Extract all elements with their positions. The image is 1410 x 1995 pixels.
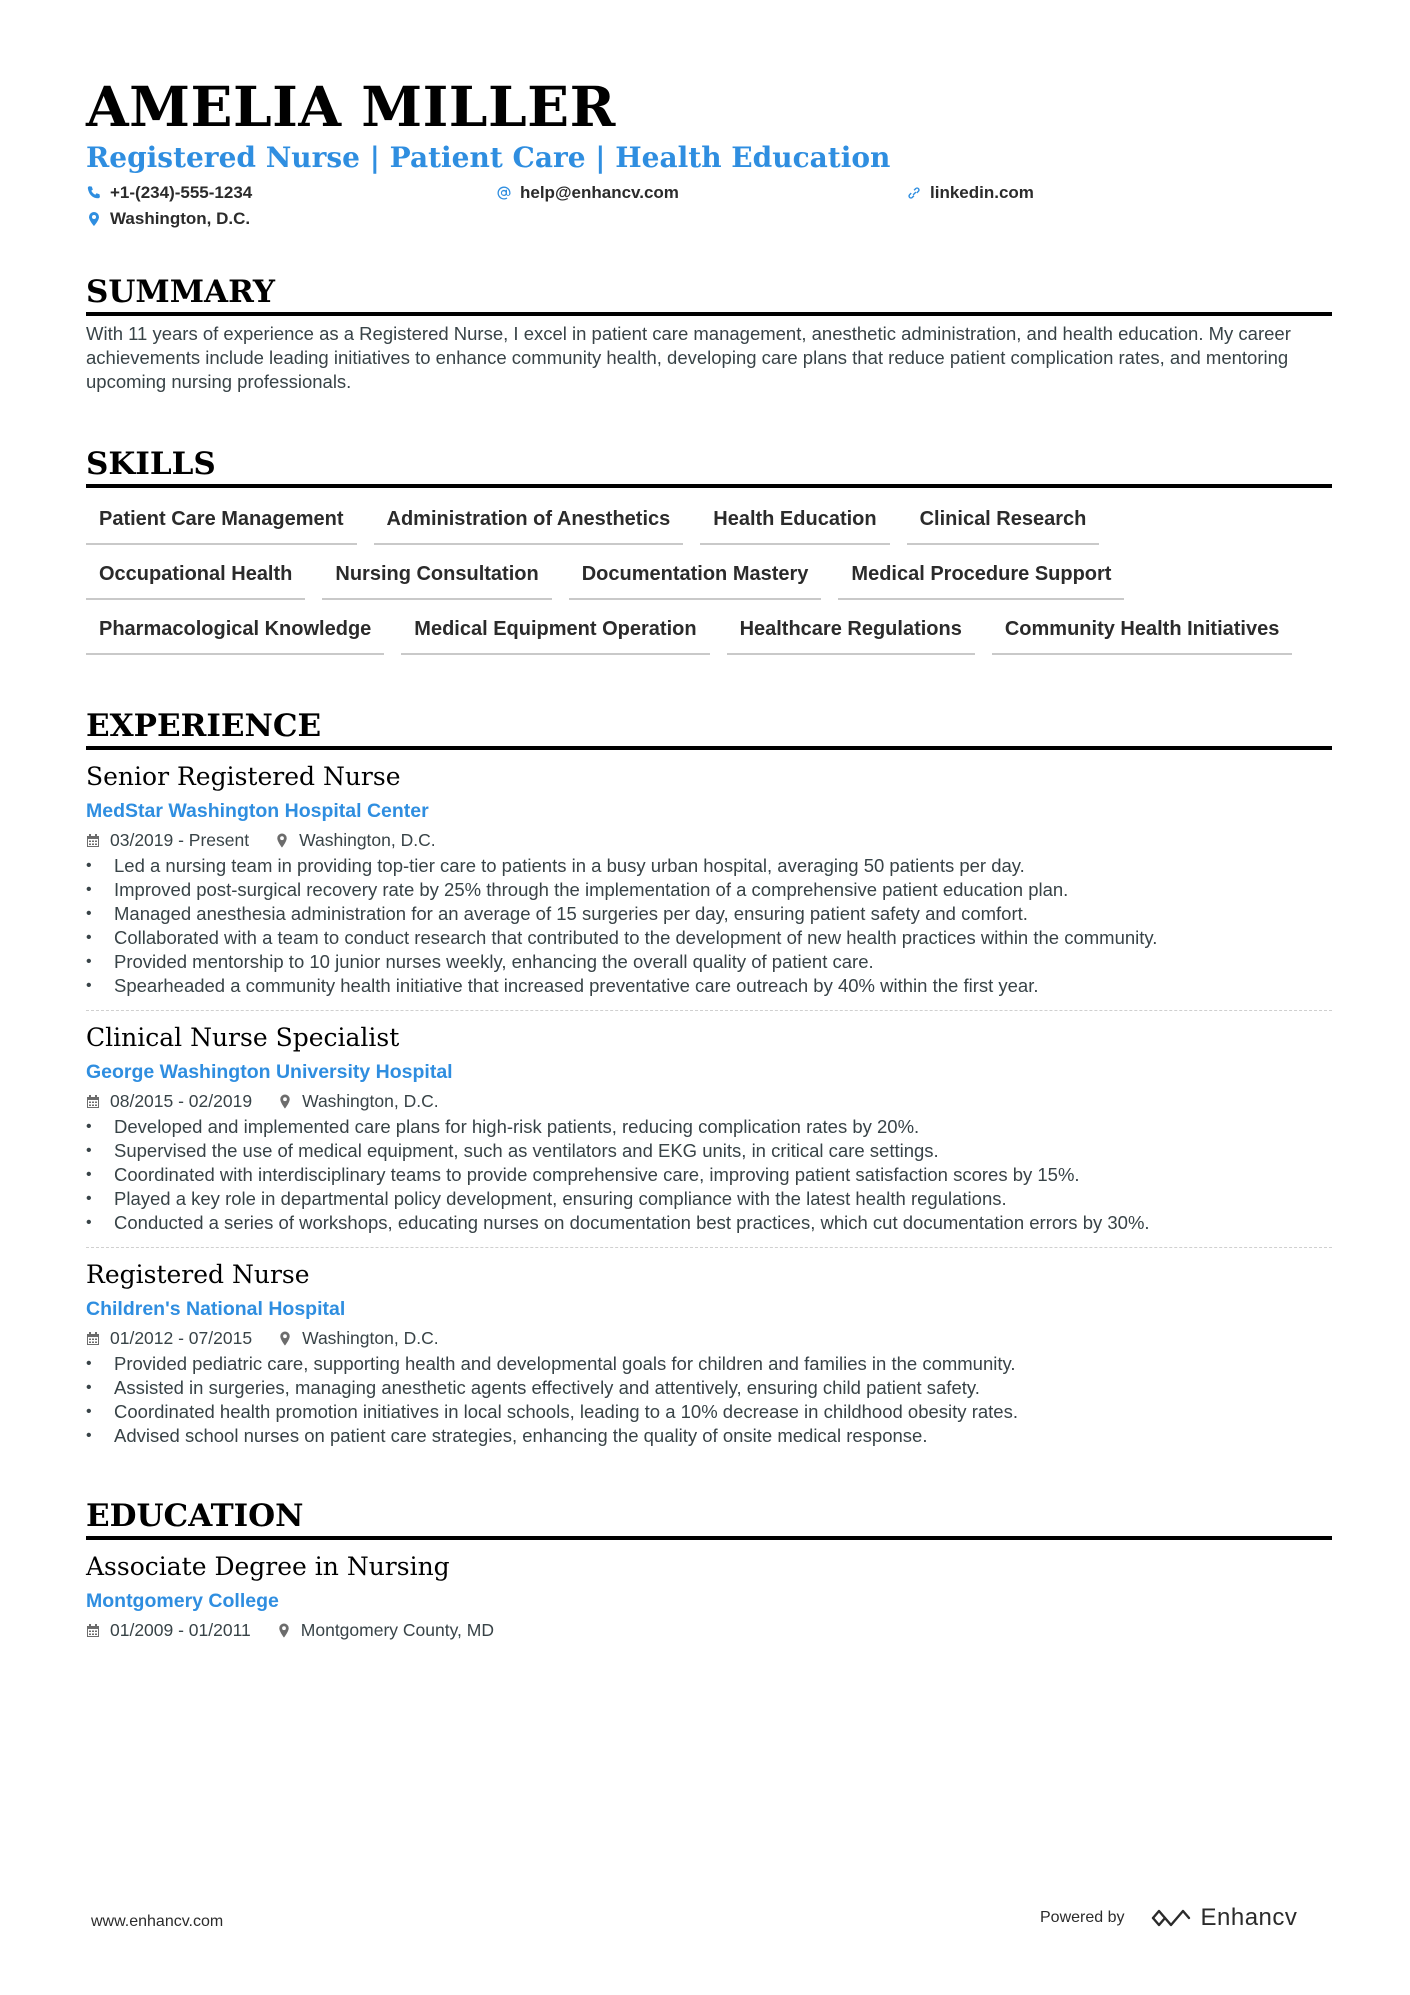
candidate-name: AMELIA MILLER (86, 74, 616, 139)
job-bullet: • Supervised the use of medical equipment, such as ventilators and EKG units, in critical care settings. (86, 1139, 1332, 1163)
location-pin-icon (278, 1094, 292, 1109)
calendar-icon (86, 1623, 100, 1638)
skill-tag: Documentation Mastery (569, 555, 822, 600)
job-location-wrap (278, 1326, 439, 1350)
link-icon (906, 185, 922, 201)
job-bullet: • Managed anesthesia administration for an average of 15 surgeries per day, ensuring patient safety and comfort. (86, 902, 1332, 926)
job-entry (86, 1258, 1332, 1460)
company-name: MedStar Washington Hospital Center (86, 800, 429, 822)
skill-tag: Medical Equipment Operation (401, 610, 709, 655)
contact-phone[interactable] (86, 180, 496, 206)
job-bullets (86, 1115, 1332, 1235)
job-bullet: • Coordinated health promotion initiatives in local schools, leading to a 10% decrease in childhood obesity rates. (86, 1400, 1332, 1424)
header (86, 76, 1332, 232)
contact-info (86, 180, 1332, 232)
job-location-wrap (275, 828, 436, 852)
footer-website[interactable]: www.enhancv.com (91, 1913, 224, 1930)
skill-tag: Clinical Research (907, 500, 1100, 545)
summary-text: With 11 years of experience as a Registered Nurse, I excel in patient care management, anesthetic administration, and health education. My career achievements include leading initiatives to enhance community health, developing care plans that reduce patient complication rates, and mentoring upcoming nursing professionals. (86, 323, 1291, 392)
enhancv-logo-icon (1149, 1906, 1193, 1930)
company-name: George Washington University Hospital (86, 1061, 453, 1083)
skill-tag: Pharmacological Knowledge (86, 610, 384, 655)
location-pin-icon (275, 833, 289, 848)
footer-branding[interactable] (1040, 1904, 1297, 1932)
job-bullet: • Assisted in surgeries, managing anesthetic agents effectively and attentively, ensuring child patient safety. (86, 1376, 1332, 1400)
job-bullets (86, 1352, 1332, 1448)
education-meta (86, 1618, 1332, 1642)
job-bullet: • Coordinated with interdisciplinary teams to provide comprehensive care, improving patient satisfaction scores by 15%. (86, 1163, 1332, 1187)
job-dates: 08/2015 - 02/2019 (110, 1091, 253, 1111)
job-location: Washington, D.C. (302, 1328, 439, 1348)
skill-tag: Healthcare Regulations (727, 610, 975, 655)
skill-list (86, 500, 1332, 665)
skills-section (86, 444, 1332, 665)
job-entry (86, 1021, 1332, 1248)
email-address: help@enhancv.com (520, 183, 679, 202)
job-meta (86, 1326, 1332, 1350)
job-bullet: • Collaborated with a team to conduct research that contributed to the development of new health practices within the community. (86, 926, 1332, 950)
degree-title: Associate Degree in Nursing (86, 1552, 450, 1581)
education-section (86, 1496, 1332, 1642)
school-name: Montgomery College (86, 1590, 279, 1612)
job-bullet: • Provided pediatric care, supporting health and developmental goals for children and families in the community. (86, 1352, 1332, 1376)
linkedin-link: linkedin.com (930, 183, 1034, 202)
contact-linkedin[interactable] (906, 180, 1316, 206)
contact-location (86, 206, 496, 232)
brand-name: Enhancv (1200, 1904, 1298, 1931)
job-dates: 03/2019 - Present (110, 830, 250, 850)
summary-title: SUMMARY (86, 272, 1332, 316)
job-bullet: • Conducted a series of workshops, educating nurses on documentation best practices, which cut documentation errors by 30%. (86, 1211, 1332, 1235)
skill-tag: Occupational Health (86, 555, 305, 600)
skill-tag: Nursing Consultation (322, 555, 551, 600)
job-dates: 01/2012 - 07/2015 (110, 1328, 253, 1348)
education-title: EDUCATION (86, 1496, 1332, 1540)
skill-tag: Community Health Initiatives (992, 610, 1293, 655)
calendar-icon (86, 1331, 100, 1346)
location-pin-icon (278, 1331, 292, 1346)
location-text: Washington, D.C. (110, 209, 251, 228)
skill-tag: Patient Care Management (86, 500, 357, 545)
enhancv-logo (1149, 1904, 1298, 1932)
calendar-icon (86, 1094, 100, 1109)
resume-content (86, 76, 1332, 1642)
summary-section (86, 272, 1332, 394)
job-meta (86, 1089, 1332, 1113)
job-bullets (86, 854, 1332, 998)
company-name: Children's National Hospital (86, 1298, 346, 1320)
job-title: Senior Registered Nurse (86, 762, 401, 791)
phone-number: +1-(234)-555-1234 (110, 183, 253, 202)
contact-email[interactable] (496, 180, 906, 206)
job-title: Registered Nurse (86, 1260, 310, 1289)
skill-tag: Administration of Anesthetics (374, 500, 684, 545)
phone-icon (86, 185, 102, 201)
education-dates: 01/2009 - 01/2011 (110, 1620, 251, 1640)
job-location: Washington, D.C. (302, 1091, 439, 1111)
job-meta (86, 828, 1332, 852)
skill-tag: Medical Procedure Support (838, 555, 1124, 600)
job-entry (86, 760, 1332, 1011)
job-title: Clinical Nurse Specialist (86, 1023, 400, 1052)
education-location-wrap (277, 1618, 494, 1642)
calendar-icon (86, 833, 100, 848)
job-bullet: • Led a nursing team in providing top-tier care to patients in a busy urban hospital, averaging 50 patients per day. (86, 854, 1332, 878)
job-bullet: • Played a key role in departmental policy development, ensuring compliance with the latest health regulations. (86, 1187, 1332, 1211)
education-location: Montgomery County, MD (300, 1620, 494, 1640)
job-location-wrap (278, 1089, 439, 1113)
location-pin-icon (277, 1623, 291, 1638)
at-icon (496, 185, 512, 201)
job-bullet: • Provided mentorship to 10 junior nurses weekly, enhancing the overall quality of patient care. (86, 950, 1332, 974)
skill-tag: Health Education (700, 500, 889, 545)
location-pin-icon (86, 211, 102, 227)
experience-section (86, 706, 1332, 1460)
headline: Registered Nurse | Patient Care | Health Education (86, 141, 891, 174)
job-location: Washington, D.C. (299, 830, 436, 850)
experience-title: EXPERIENCE (86, 706, 1332, 750)
job-bullet: • Improved post-surgical recovery rate by 25% through the implementation of a comprehensive patient education plan. (86, 878, 1332, 902)
powered-by-label: Powered by (1040, 1909, 1125, 1926)
job-bullet: • Developed and implemented care plans for high-risk patients, reducing complication rates by 20%. (86, 1115, 1332, 1139)
job-bullet: • Spearheaded a community health initiative that increased preventative care outreach by 40% within the first year. (86, 974, 1332, 998)
skills-title: SKILLS (86, 444, 1332, 488)
job-bullet: • Advised school nurses on patient care strategies, enhancing the quality of onsite medical response. (86, 1424, 1332, 1448)
